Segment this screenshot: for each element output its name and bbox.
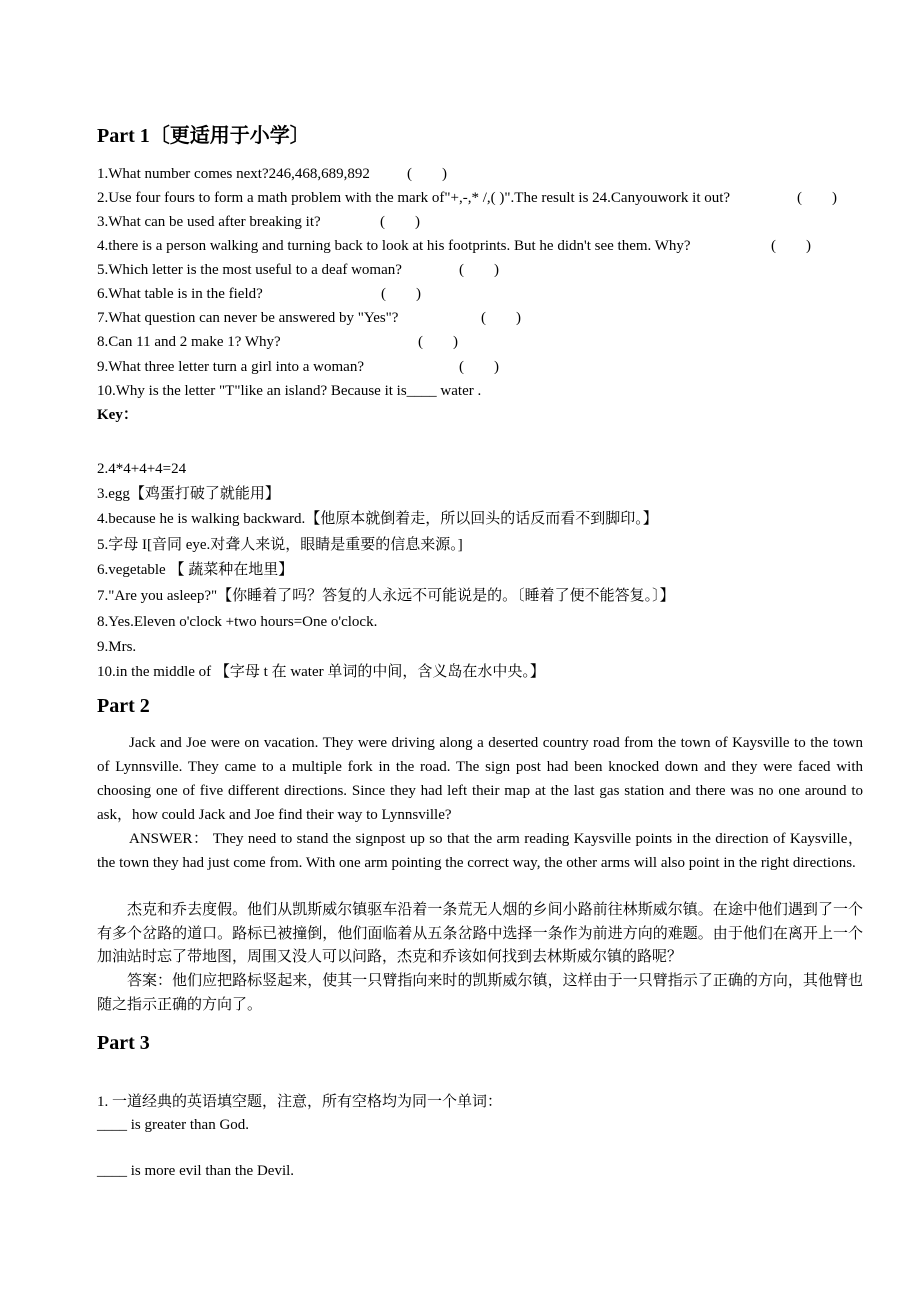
answer-2: 2.4*4+4+4=24	[97, 461, 187, 477]
key-label: Key：	[97, 407, 138, 423]
answer-paren: ( )	[481, 310, 521, 326]
answer-3: 3.egg【鸡蛋打破了就能用】	[97, 486, 280, 502]
part2-answer-cn: 答案：他们应把路标竖起来，使其一只臂指向来时的凯斯威尔镇，这样由于一只臂指示了正确的方向，其他臂也随之指示正确的方向了。	[97, 973, 863, 1013]
part3-heading: Part 3	[97, 1032, 150, 1054]
question-text: 8.Can 11 and 2 make 1? Why?	[97, 334, 281, 350]
answer-paren: ( )	[380, 214, 420, 230]
answer-paren: ( )	[797, 190, 837, 206]
part1-question-7	[97, 308, 521, 328]
part3-line-1: ____ is greater than God.	[97, 1117, 250, 1133]
answer-paren: ( )	[459, 359, 499, 375]
answer-paren: ( )	[381, 286, 421, 302]
answer-8: 8.Yes.Eleven o'clock +two hours=One o'clock.	[97, 614, 378, 630]
question-text: 9.What three letter turn a girl into a woman?	[97, 359, 364, 375]
part1-question-4	[97, 236, 811, 256]
part2-story: Jack and Joe were on vacation. They were driving along a deserted country road from the town of Kaysville to the town of Lynnsville. They came to a multiple fork in the road. The sign post had been knocked down and they were faced with choosing one of five different directions. Since they had left their map at the last gas station and there was no one around to ask，how could Jack and Joe find their way to Lynnsville?	[97, 735, 863, 823]
question-text: 5.Which letter is the most useful to a deaf woman?	[97, 262, 402, 278]
answer-paren: ( )	[771, 238, 811, 254]
part3-intro: 1. 一道经典的英语填空题，注意，所有空格均为同一个单词：	[97, 1094, 503, 1110]
answer-5: 5.字母 I[音同 eye.对聋人来说，眼睛是重要的信息来源。]	[97, 537, 463, 553]
answer-paren: ( )	[407, 166, 447, 182]
answer-7: 7."Are you asleep?"【你睡着了吗？答复的人永远不可能说是的。〔睡着了便不能答复。〕】	[97, 588, 675, 604]
question-text: 4.there is a person walking and turning back to look at his footprints. But he didn't see them. Why?	[97, 238, 691, 254]
part1-question-8	[97, 332, 458, 352]
question-text: 7.What question can never be answered by "Yes"?	[97, 310, 399, 326]
answer-paren: ( )	[459, 262, 499, 278]
part1-question-5	[97, 260, 499, 280]
question-text: 2.Use four fours to form a math problem with the mark of"+,-,* /,( )".The result is 24.Canyouwork it out?	[97, 190, 731, 206]
part2-heading: Part 2	[97, 695, 150, 717]
answer-4: 4.because he is walking backward.【他原本就倒着走，所以回头的话反而看不到脚印。】	[97, 511, 658, 527]
part1-heading: Part 1〔更适用于小学〕	[97, 125, 310, 147]
part1-question-3	[97, 212, 420, 232]
part3-line-2: ____ is more evil than the Devil.	[97, 1163, 295, 1179]
part1-question-1	[97, 164, 447, 184]
answer-6: 6.vegetable 【 蔬菜种在地里】	[97, 562, 294, 578]
question-text: 6.What table is in the field?	[97, 286, 263, 302]
part1-question-6	[97, 284, 421, 304]
part2-answer: ANSWER： They need to stand the signpost up so that the arm reading Kaysville points in the direction of Kaysville，the town they had just come from. With one arm pointing the correct way, the other arms will also point in the right directions.	[97, 831, 863, 871]
part1-question-9	[97, 357, 499, 377]
answer-9: 9.Mrs.	[97, 639, 137, 655]
question-text: 10.Why is the letter "T"like an island? Because it is____ water .	[97, 383, 482, 399]
part2-story-cn: 杰克和乔去度假。他们从凯斯威尔镇驱车沿着一条荒无人烟的乡间小路前往林斯威尔镇。在途中他们遇到了一个有多个岔路的道口。路标已被撞倒，他们面临着从五条岔路中选择一条作为前进方向的难题。由于他们在离开上一个加油站时忘了带地图，周围又没人可以问路，杰克和乔该如何找到去林斯威尔镇的路呢？	[97, 902, 863, 965]
answer-10: 10.in the middle of 【字母 t 在 water 单词的中间，含义岛在水中央。】	[97, 664, 545, 680]
part1-question-2	[97, 188, 837, 208]
answer-paren: ( )	[418, 334, 458, 350]
question-text: 1.What number comes next?246,468,689,892	[97, 166, 370, 182]
question-text: 3.What can be used after breaking it?	[97, 214, 321, 230]
part1-question-10	[97, 381, 481, 401]
